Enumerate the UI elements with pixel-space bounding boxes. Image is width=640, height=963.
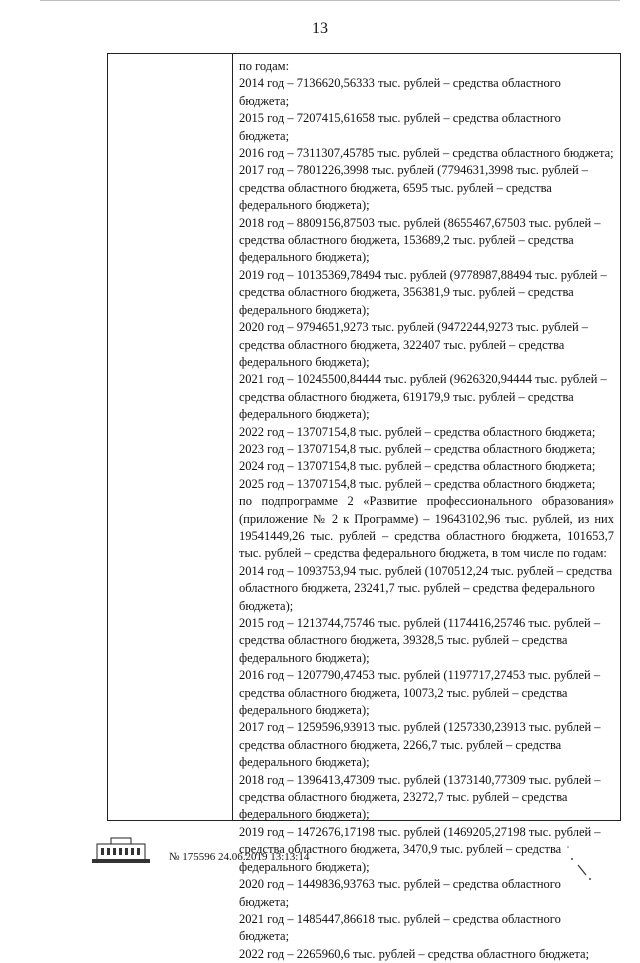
scan-top-edge <box>40 0 620 11</box>
text-line: 2015 год – 7207415,61658 тыс. рублей – средства областного бюджета; <box>239 111 561 143</box>
text-line: 2020 год – 1449836,93763 тыс. рублей – средства областного бюджета; <box>239 877 561 909</box>
text-line: 2025 год – 13707154,8 тыс. рублей – средства областного бюджета; <box>239 476 596 491</box>
text-line: 2015 год – 1213744,75746 тыс. рублей (1174416,25746 тыс. рублей – средства областного бюджета, 39328,5 тыс. рублей – средства федерального бюджета); <box>239 616 601 665</box>
text-line: 2016 год – 1207790,47453 тыс. рублей (1197717,27453 тыс. рублей – средства областного бюджета, 10073,2 тыс. рублей – средства федерального бюджета); <box>239 668 601 718</box>
text-line: 2017 год – 1259596,93913 тыс. рублей (1257330,23913 тыс. рублей – средства областного бюджета, 2266,7 тыс. рублей – средства федерального бюджета); <box>239 720 601 770</box>
scan-marks <box>560 835 620 885</box>
text-line: 2024 год – 13707154,8 тыс. рублей – средства областного бюджета; <box>239 459 596 474</box>
text-line: 2022 год – 2265960,6 тыс. рублей – средства областного бюджета; <box>239 946 590 961</box>
text-line: 2019 год – 1472676,17198 тыс. рублей (1469205,27198 тыс. рублей – средства областного бюджета, 3470,9 тыс. рублей – средства федерального бюджета); <box>239 824 601 874</box>
text-line: по годам: <box>239 59 290 73</box>
subprogram-paragraph: по подпрограмме 2 «Развитие профессионального образования» (приложение № 2 к Программе) – 19643102,96 тыс. рублей, из них 19541449,26 тыс. рублей – средства областного бюджета, 101653,7 тыс. рублей – средства федерального бюджета, в том числе по годам: <box>239 494 614 561</box>
document-registration-id: № 175596 24.06.2019 13:13:14 <box>169 851 310 863</box>
text-line: 2016 год – 7311307,45785 тыс. рублей – средства областного бюджета; <box>239 146 614 161</box>
text-line: 2018 год – 8809156,87503 тыс. рублей (8655467,67503 тыс. рублей – средства областного бюджета, 153689,2 тыс. рублей – средства федерального бюджета); <box>239 215 601 265</box>
text-line: 2022 год – 13707154,8 тыс. рублей – средства областного бюджета; <box>239 424 596 439</box>
text-line: 2021 год – 10245500,84444 тыс. рублей (9626320,94444 тыс. рублей – средства областного бюджета, 619179,9 тыс. рублей – средства федерального бюджета); <box>239 372 607 422</box>
text-line: 2018 год – 1396413,47309 тыс. рублей (1373140,77309 тыс. рублей – средства областного бюджета, 23272,7 тыс. рублей – средства федерального бюджета); <box>239 772 601 822</box>
page-number: 13 <box>312 20 328 37</box>
text-line: 2019 год – 10135369,78494 тыс. рублей (9778987,88494 тыс. рублей – средства областного бюджета, 356381,9 тыс. рублей – средства федерального бюджета); <box>239 267 607 317</box>
text-line: 2017 год – 7801226,3998 тыс. рублей (7794631,3998 тыс. рублей – средства областного бюджета, 6595 тыс. рублей – средства федерального бюджета); <box>239 163 589 213</box>
building-stamp-icon <box>87 835 155 865</box>
page-footer <box>87 835 620 885</box>
table-left-column <box>108 54 233 820</box>
text-line: 2023 год – 13707154,8 тыс. рублей – средства областного бюджета; <box>239 441 596 456</box>
text-line: 2020 год – 9794651,9273 тыс. рублей (9472244,9273 тыс. рублей – средства областного бюджета, 322407 тыс. рублей – средства федерального бюджета); <box>239 320 589 369</box>
text-line: 2021 год – 1485447,86618 тыс. рублей – средства областного бюджета; <box>239 911 561 944</box>
text-line: 2014 год – 7136620,56333 тыс. рублей – средства областного бюджета; <box>239 76 561 108</box>
text-line: 2014 год – 1093753,94 тыс. рублей (1070512,24 тыс. рублей – средства областного бюджета, 23241,7 тыс. рублей – средства федерального бюджета); <box>239 563 613 613</box>
